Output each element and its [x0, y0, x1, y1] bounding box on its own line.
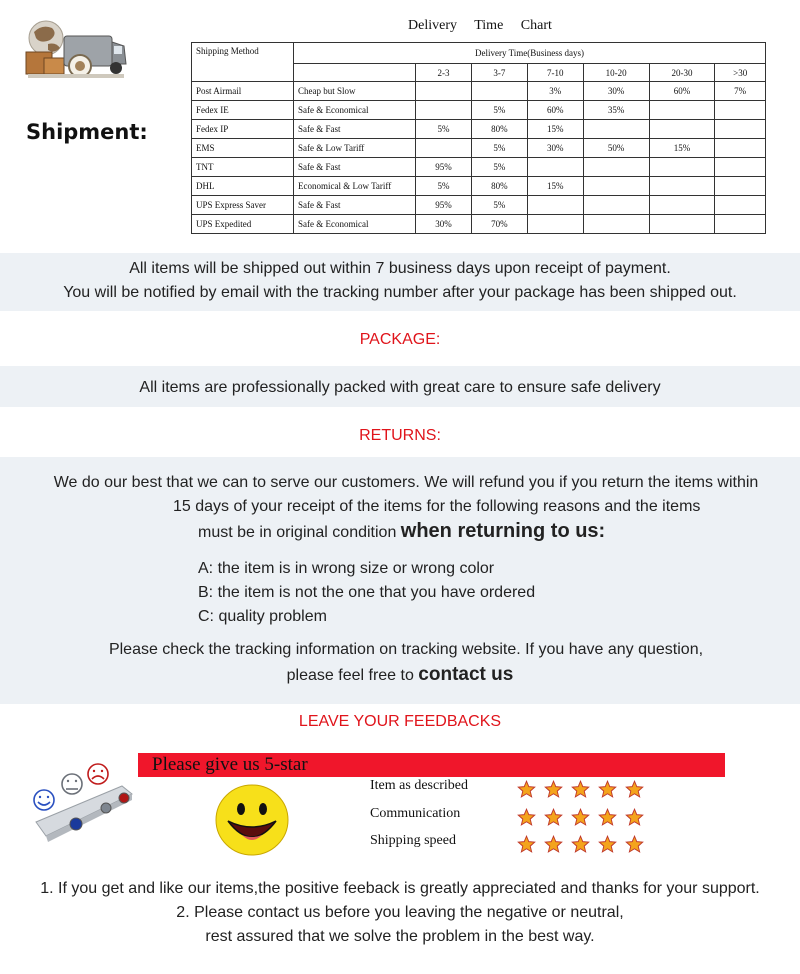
tracking-check-line: Please check the tracking information on tracking website. If you have any question,: [108, 641, 704, 658]
returns-line-3: [0, 520, 800, 543]
percentage-cell: 30%: [527, 139, 583, 158]
method-header: Shipping Method: [192, 43, 294, 82]
percentage-cell: 5%: [416, 177, 472, 196]
star-icon: [544, 835, 563, 854]
percentage-cell: [527, 196, 583, 215]
percentage-cell: [715, 158, 766, 177]
description-cell: Safe & Economical: [294, 101, 416, 120]
star-rating: [517, 835, 644, 854]
percentage-cell: [715, 177, 766, 196]
table-row: [192, 158, 766, 177]
percentage-cell: 70%: [471, 215, 527, 234]
returns-line-3-bold: when returning to us:: [400, 520, 606, 542]
description-cell: Safe & Economical: [294, 215, 416, 234]
star-icon: [517, 835, 536, 854]
delivery-truck-image: [24, 18, 128, 80]
table-row: [192, 177, 766, 196]
percentage-cell: 95%: [416, 158, 472, 177]
method-cell: UPS Expedited: [192, 215, 294, 234]
feedback-heading: LEAVE YOUR FEEDBACKS: [298, 713, 502, 730]
description-cell: Economical & Low Tariff: [294, 177, 416, 196]
returns-line-1: We do our best that we can to serve our customers. We will refund you if you return the items within: [53, 474, 759, 491]
five-star-banner-text: Please give us 5-star: [152, 754, 308, 775]
percentage-cell: [715, 101, 766, 120]
reason-c: C: quality problem: [198, 608, 327, 625]
range-header: 10-20: [583, 64, 649, 82]
description-cell: Safe & Low Tariff: [294, 139, 416, 158]
percentage-cell: [649, 215, 715, 234]
star-icon: [625, 780, 644, 799]
percentage-cell: 5%: [471, 158, 527, 177]
star-icon: [598, 835, 617, 854]
percentage-cell: 60%: [649, 82, 715, 101]
star-icon: [598, 780, 617, 799]
returns-line-2: 15 days of your receipt of the items for the following reasons and the items: [173, 498, 701, 515]
percentage-cell: 95%: [416, 196, 472, 215]
percentage-cell: [715, 196, 766, 215]
feedback-note-1: 1. If you get and like our items,the positive feeback is greatly appreciated and thanks for your support.: [40, 880, 760, 897]
method-cell: Fedex IE: [192, 101, 294, 120]
description-cell: Safe & Fast: [294, 158, 416, 177]
percentage-cell: 80%: [471, 177, 527, 196]
percentage-cell: 15%: [527, 120, 583, 139]
star-icon: [544, 808, 563, 827]
shipment-label: Shipment:: [26, 120, 148, 144]
table-body: [192, 82, 766, 234]
shipping-line-1: All items will be shipped out within 7 business days upon receipt of payment.: [129, 260, 671, 277]
description-cell: Safe & Fast: [294, 196, 416, 215]
table-row: [192, 101, 766, 120]
shipment-header: [0, 0, 800, 250]
percentage-cell: [583, 177, 649, 196]
table-row: [192, 215, 766, 234]
percentage-cell: [416, 82, 472, 101]
table-row: [192, 196, 766, 215]
percentage-cell: 3%: [527, 82, 583, 101]
percentage-cell: 50%: [583, 139, 649, 158]
percentage-cell: [527, 158, 583, 177]
percentage-cell: [649, 177, 715, 196]
feedback-note-3: rest assured that we solve the problem in the best way.: [205, 928, 595, 945]
happy-face-icon: [214, 783, 290, 857]
package-text: All items are professionally packed with great care to ensure safe delivery: [139, 379, 661, 396]
star-rating: [517, 808, 644, 827]
star-icon: [517, 780, 536, 799]
percentage-cell: [471, 82, 527, 101]
delivery-chart-title: Delivery Time Chart: [408, 18, 552, 33]
star-icon: [625, 808, 644, 827]
percentage-cell: [649, 101, 715, 120]
method-cell: TNT: [192, 158, 294, 177]
percentage-cell: [583, 120, 649, 139]
percentage-cell: 5%: [471, 139, 527, 158]
percentage-cell: [416, 101, 472, 120]
package-heading: PACKAGE:: [359, 331, 441, 348]
star-icon: [625, 835, 644, 854]
percentage-cell: 7%: [715, 82, 766, 101]
delivery-time-table: [191, 42, 766, 234]
method-cell: DHL: [192, 177, 294, 196]
star-icon: [517, 808, 536, 827]
rating-label: Item as described: [370, 778, 468, 793]
percentage-cell: 15%: [649, 139, 715, 158]
percentage-cell: [527, 215, 583, 234]
star-icon: [571, 835, 590, 854]
star-rating: [517, 780, 644, 799]
shipping-line-2: You will be notified by email with the tracking number after your package has been shipped out.: [63, 284, 737, 301]
percentage-cell: [715, 120, 766, 139]
rating-label: Communication: [370, 806, 461, 821]
percentage-cell: [715, 215, 766, 234]
rating-smileys-image: [26, 762, 136, 846]
returns-line-3-text: must be in original condition: [198, 524, 401, 541]
percentage-cell: [649, 158, 715, 177]
contact-line: [0, 664, 800, 686]
percentage-cell: 60%: [527, 101, 583, 120]
contact-us-link[interactable]: contact us: [418, 664, 514, 685]
star-icon: [598, 808, 617, 827]
percentage-cell: [649, 196, 715, 215]
percentage-cell: 30%: [583, 82, 649, 101]
star-icon: [571, 780, 590, 799]
star-icon: [544, 780, 563, 799]
reason-b: B: the item is not the one that you have ordered: [198, 584, 536, 601]
percentage-cell: 80%: [471, 120, 527, 139]
method-cell: Fedex IP: [192, 120, 294, 139]
table-row: [192, 120, 766, 139]
five-star-banner: [138, 753, 725, 777]
method-cell: EMS: [192, 139, 294, 158]
method-cell: UPS Express Saver: [192, 196, 294, 215]
percentage-cell: [416, 139, 472, 158]
table-row: [192, 139, 766, 158]
feedback-note-2: 2. Please contact us before you leaving the negative or neutral,: [176, 904, 624, 921]
range-header: 7-10: [527, 64, 583, 82]
table-row: [192, 82, 766, 101]
description-cell: Safe & Fast: [294, 120, 416, 139]
percentage-cell: 5%: [416, 120, 472, 139]
percentage-cell: 30%: [416, 215, 472, 234]
percentage-cell: 15%: [527, 177, 583, 196]
range-header: 3-7: [471, 64, 527, 82]
range-header: 2-3: [416, 64, 472, 82]
desc-header: [294, 64, 416, 82]
method-cell: Post Airmail: [192, 82, 294, 101]
percentage-cell: [715, 139, 766, 158]
percentage-cell: 35%: [583, 101, 649, 120]
percentage-cell: 5%: [471, 101, 527, 120]
contact-line-text: please feel free to: [286, 667, 419, 684]
reason-a: A: the item is in wrong size or wrong color: [198, 560, 495, 577]
percentage-cell: [583, 196, 649, 215]
percentage-cell: 5%: [471, 196, 527, 215]
returns-heading: RETURNS:: [359, 427, 441, 444]
range-header: 20-30: [649, 64, 715, 82]
percentage-cell: [583, 215, 649, 234]
percentage-cell: [583, 158, 649, 177]
percentage-cell: [649, 120, 715, 139]
star-icon: [571, 808, 590, 827]
description-cell: Cheap but Slow: [294, 82, 416, 101]
rating-label: Shipping speed: [370, 833, 456, 848]
range-header: >30: [715, 64, 766, 82]
time-header: Delivery Time(Business days): [294, 43, 766, 64]
